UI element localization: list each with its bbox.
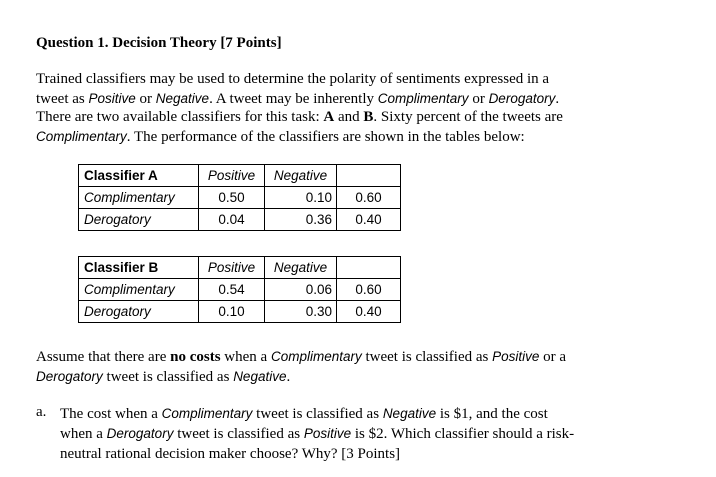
table-row bbox=[79, 301, 401, 323]
cell-total: 0.60 bbox=[337, 279, 401, 301]
item-text: neutral rational decision maker choose? Why? [3 Points] bbox=[60, 446, 401, 462]
intro-text: Trained classifiers may be used to determine the polarity of sentiments expressed in a bbox=[36, 71, 550, 87]
item-a-line-3 bbox=[60, 444, 660, 464]
intro-line-2 bbox=[36, 89, 696, 108]
intro-text: There are two available classifiers for this task: bbox=[36, 109, 324, 125]
term-positive: Positive bbox=[88, 91, 136, 106]
term-complimentary: Complimentary bbox=[377, 91, 469, 106]
intro-text: . A tweet may be inherently bbox=[209, 91, 378, 107]
assume-text: or a bbox=[539, 349, 567, 365]
intro-text: or bbox=[468, 91, 489, 107]
intro-line-3 bbox=[36, 108, 696, 127]
cell-positive: 0.54 bbox=[199, 279, 265, 301]
intro-text: . bbox=[555, 91, 560, 107]
intro-text: and bbox=[334, 109, 364, 125]
col-header-positive: Positive bbox=[199, 165, 265, 187]
col-header-positive: Positive bbox=[199, 257, 265, 279]
item-text: when a bbox=[60, 426, 107, 442]
classifier-b-table bbox=[78, 256, 401, 323]
col-header-negative: Negative bbox=[265, 257, 337, 279]
assumption-line-2 bbox=[36, 367, 696, 387]
assume-text: when a bbox=[220, 349, 271, 365]
classifier-a-table bbox=[78, 164, 401, 231]
term-complimentary: Complimentary bbox=[161, 406, 253, 421]
classifier-a-ref: A bbox=[323, 109, 335, 125]
term-negative: Negative bbox=[382, 406, 437, 421]
term-complimentary: Complimentary bbox=[270, 349, 362, 364]
intro-text: . The performance of the classifiers are shown in the tables below: bbox=[126, 129, 525, 145]
term-derogatory: Derogatory bbox=[36, 369, 103, 384]
cell-positive: 0.50 bbox=[199, 187, 265, 209]
table-row bbox=[79, 279, 401, 301]
term-positive: Positive bbox=[492, 349, 540, 364]
intro-line-1 bbox=[36, 70, 696, 89]
row-label: Derogatory bbox=[79, 209, 199, 231]
cell-negative: 0.10 bbox=[265, 187, 337, 209]
table-title-cell: Classifier B bbox=[79, 257, 199, 279]
assume-text: tweet is classified as bbox=[361, 349, 493, 365]
list-marker: a. bbox=[36, 404, 47, 420]
term-complimentary: Complimentary bbox=[36, 129, 127, 144]
table-header-row bbox=[79, 165, 401, 187]
assume-text: Assume that there are bbox=[36, 349, 171, 365]
no-costs-bold: no costs bbox=[170, 349, 221, 365]
row-label: Complimentary bbox=[79, 187, 199, 209]
question-title: Question 1. Decision Theory [7 Points] bbox=[36, 35, 282, 51]
term-derogatory: Derogatory bbox=[106, 426, 174, 441]
item-a-line-1 bbox=[60, 404, 660, 424]
item-text: tweet is classified as bbox=[173, 426, 304, 442]
intro-paragraph bbox=[36, 70, 696, 146]
empty-header-cell bbox=[337, 257, 401, 279]
item-text: is $2. Which classifier should a risk- bbox=[351, 426, 575, 442]
item-text: tweet is classified as bbox=[252, 406, 383, 422]
assumption-line-1 bbox=[36, 347, 696, 367]
item-a-line-2 bbox=[60, 424, 660, 444]
cell-positive: 0.04 bbox=[199, 209, 265, 231]
table-row bbox=[79, 209, 401, 231]
assume-text: tweet is classified as bbox=[102, 369, 234, 385]
cell-positive: 0.10 bbox=[199, 301, 265, 323]
intro-line-4 bbox=[36, 127, 696, 146]
item-text: The cost when a bbox=[60, 406, 162, 422]
cell-negative: 0.06 bbox=[265, 279, 337, 301]
table-header-row bbox=[79, 257, 401, 279]
term-positive: Positive bbox=[303, 426, 352, 441]
cell-total: 0.40 bbox=[337, 301, 401, 323]
row-label: Complimentary bbox=[79, 279, 199, 301]
intro-text: tweet as bbox=[36, 91, 89, 107]
intro-text: . Sixty percent of the tweets are bbox=[373, 109, 563, 125]
intro-text: or bbox=[135, 91, 156, 107]
empty-header-cell bbox=[337, 165, 401, 187]
cell-negative: 0.30 bbox=[265, 301, 337, 323]
term-negative: Negative bbox=[233, 369, 287, 384]
table-row bbox=[79, 187, 401, 209]
assumption-paragraph bbox=[36, 347, 696, 387]
cell-negative: 0.36 bbox=[265, 209, 337, 231]
sub-question-a-text bbox=[60, 404, 660, 464]
table-title-cell: Classifier A bbox=[79, 165, 199, 187]
col-header-negative: Negative bbox=[265, 165, 337, 187]
term-negative: Negative bbox=[155, 91, 210, 106]
item-text: is $1, and the cost bbox=[436, 406, 548, 422]
term-derogatory: Derogatory bbox=[488, 91, 556, 106]
row-label: Derogatory bbox=[79, 301, 199, 323]
cell-total: 0.60 bbox=[337, 187, 401, 209]
classifier-b-ref: B bbox=[363, 109, 374, 125]
assume-text: . bbox=[286, 369, 291, 385]
cell-total: 0.40 bbox=[337, 209, 401, 231]
